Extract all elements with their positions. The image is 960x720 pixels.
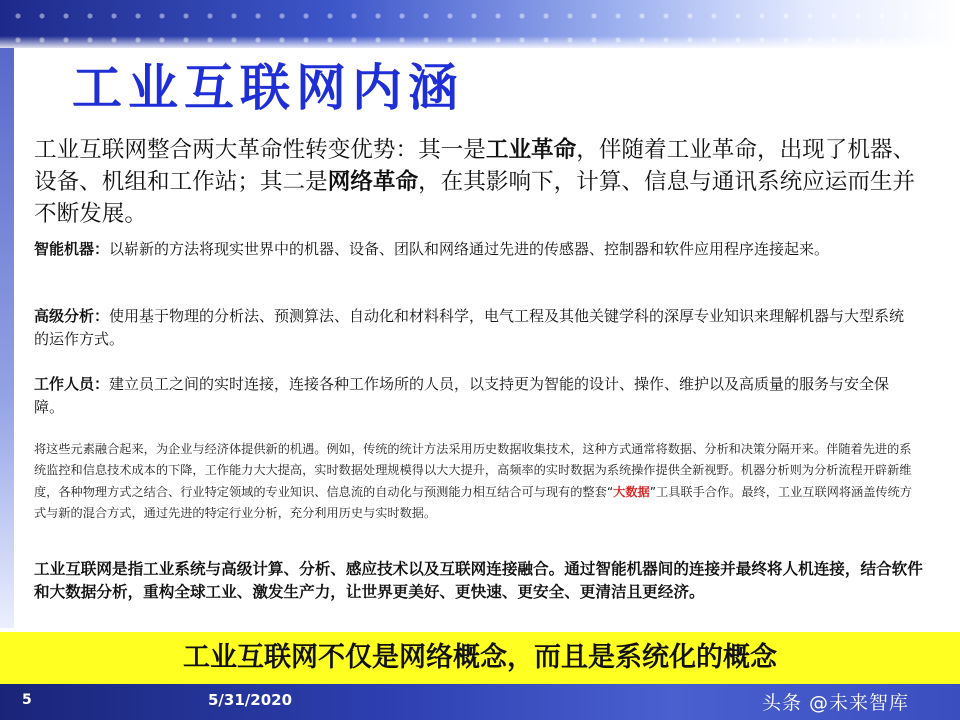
intro-text-3: ，在其影响下，计算、信息与通讯系统应运而生并不断发展。 [34,169,916,227]
source-watermark: 头条 @未来智库 [762,692,910,714]
section-text: 以崭新的方法将现实世界中的机器、设备、团队和网络通过先进的传感器、控制器和软件应用程序连接起来。 [109,240,830,258]
section-label: 高级分析： [34,307,110,325]
summary-paragraph [34,439,914,525]
intro-bold-network-revolution: 网络革命 [327,169,419,195]
intro-text-1: 工业互联网整合两大革命性转变优势：其一是 [34,137,486,163]
quote-close: ” [649,484,657,499]
section-label: 工作人员： [34,375,110,393]
slide-date: 5/31/2020 [208,691,293,709]
section-advanced-analytics [34,305,914,351]
section-smart-machines [34,238,914,261]
section-text: 建立员工之间的实时连接，连接各种工作场所的人员，以支持更为智能的设计、操作、维护以及高质量的服务与安全保障。 [34,375,890,416]
header-decoration [0,0,960,48]
closing-definition: 工业互联网是指工业系统与高级计算、分析、感应技术以及互联网连接融合。通过智能机器间的连接并最终将人机连接，结合软件和大数据分析，重构全球工业、激发生产力，让世界更美好、更快速、更安全、更清洁且更经济。 [34,560,923,601]
quote-open: “ [606,484,614,499]
banner-text: 工业互联网不仅是网络概念，而且是系统化的概念 [183,642,777,673]
highlight-big-data: 大数据 [613,484,650,499]
section-workers [34,373,914,419]
header-fade [0,36,960,48]
intro-paragraph [34,134,934,230]
slide-title: 工业互联网内涵 [72,59,464,117]
section-label: 智能机器： [34,240,110,258]
footer-bar [0,684,960,720]
intro-text-2: ，伴随着工业革命，出现了机器、设备、机组和工作站；其二是 [34,137,916,195]
summary-text-2: 工具联手合作。最终，工业互联网将涵盖传统方式与新的混合方式，通过先进的特定行业分析，充分利用历史与实时数据。 [34,484,912,521]
highlight-banner [0,632,960,684]
left-decoration-bar [0,48,14,628]
intro-bold-industrial-revolution: 工业革命 [485,137,577,163]
summary-text-1: 将这些元素融合起来，为企业与经济体提供新的机遇。例如，传统的统计方法采用历史数据收集技术，这种方式通常将数据、分析和决策分隔开来。伴随着先进的系统监控和信息技术成本的下降，工作能力大大提高，实时数据处理规模得以大大提升，高频率的实时数据为系统操作提供全新视野。机器分析则为分析流程开辟新维度，各种物理方式之结合、行业特定领域的专业知识、信息流的自动化与预测能力相互结合可与现有的整套 [34,442,912,499]
page-number: 5 [22,692,32,708]
section-text: 使用基于物理的分析法、预测算法、自动化和材料科学，电气工程及其他关键学科的深厚专业知识来理解机器与大型系统的运作方式。 [34,307,905,348]
